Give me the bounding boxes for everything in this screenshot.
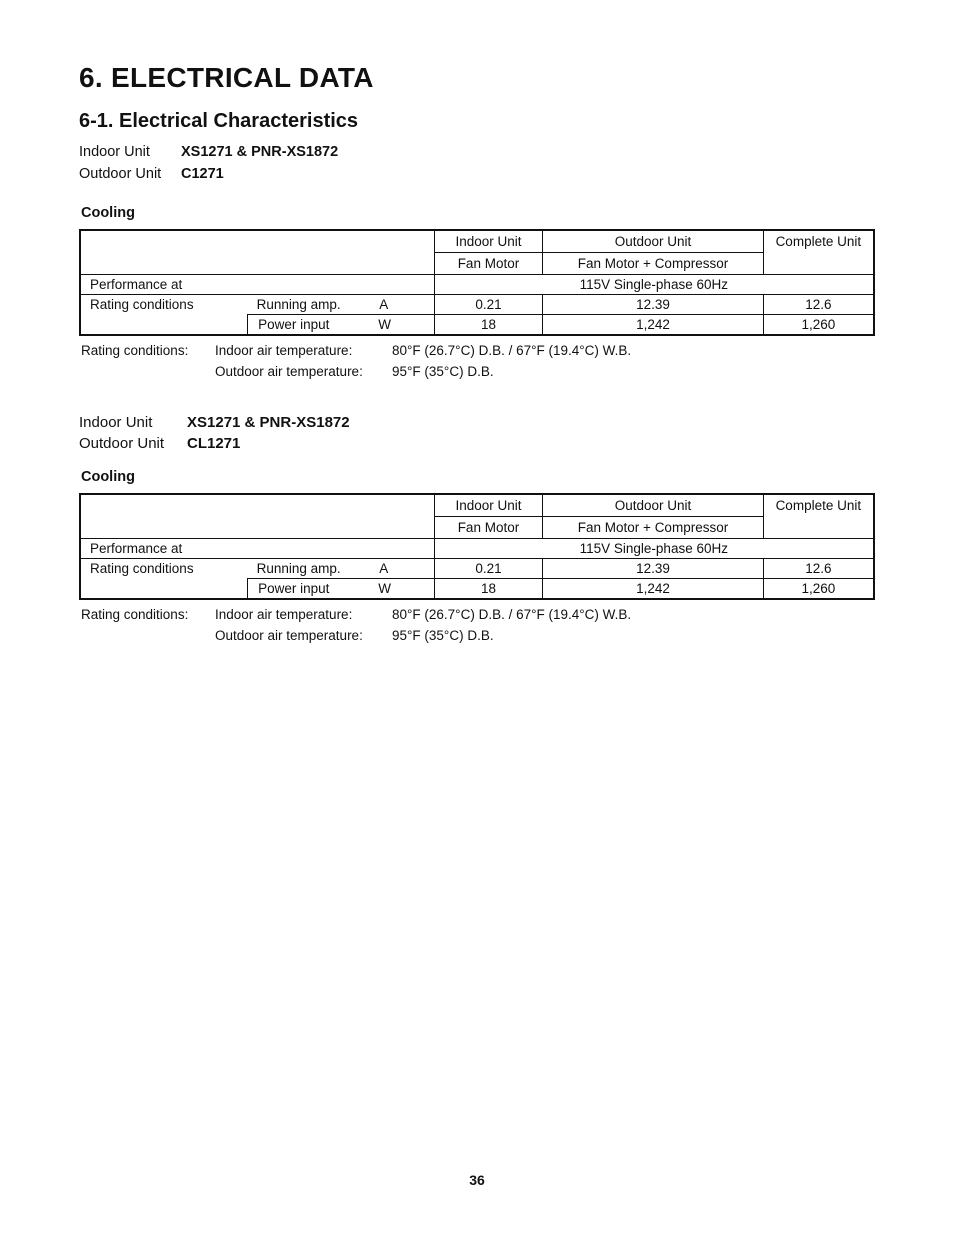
rating-spacer: [80, 579, 248, 600]
indoor-unit-label: Indoor Unit: [79, 414, 153, 431]
notes-label: Rating conditions:: [81, 607, 189, 622]
indoor-unit-model: XS1271 & PNR-XS1872: [187, 414, 350, 431]
section-subtitle: 6-1. Electrical Characteristics: [79, 110, 359, 132]
sub-indoor: Fan Motor: [434, 253, 543, 275]
col-outdoor-unit: Outdoor Unit: [543, 230, 763, 253]
table-row: [80, 315, 874, 336]
row-complete: 1,260: [763, 315, 874, 336]
performance-label: Performance at: [80, 275, 434, 295]
notes-indoor-label: Indoor air temperature:: [215, 607, 353, 622]
notes-indoor-value: 80°F (26.7°C) D.B. / 67°F (19.4°C) W.B.: [392, 343, 632, 358]
outdoor-unit-model: C1271: [181, 166, 224, 182]
sub-outdoor: Fan Motor + Compressor: [543, 253, 763, 275]
row-complete: 1,260: [763, 579, 874, 600]
mode-label: Cooling: [81, 469, 135, 485]
col-complete-unit: Complete Unit: [763, 230, 874, 275]
row-indoor: 18: [434, 579, 543, 600]
table-row: [80, 579, 874, 600]
table-row: [80, 559, 874, 579]
sub-indoor: Fan Motor: [434, 517, 543, 539]
outdoor-unit-line: [79, 166, 224, 182]
table-corner: [80, 230, 434, 275]
notes-outdoor-value: 95°F (35°C) D.B.: [392, 363, 494, 379]
page-title: 6. ELECTRICAL DATA: [79, 62, 374, 93]
electrical-table: [79, 229, 875, 336]
outdoor-unit-label: Outdoor Unit: [79, 166, 162, 182]
row-indoor: 18: [434, 315, 543, 336]
performance-label: Performance at: [80, 539, 434, 559]
row-complete: 12.6: [763, 559, 874, 579]
row-name: Power input: [248, 315, 372, 336]
rating-label: Rating conditions: [80, 559, 248, 579]
notes-label: Rating conditions:: [81, 343, 189, 358]
col-indoor-unit: Indoor Unit: [434, 494, 543, 517]
row-indoor: 0.21: [434, 295, 543, 315]
sub-outdoor: Fan Motor + Compressor: [543, 517, 763, 539]
col-outdoor-unit: Outdoor Unit: [543, 494, 763, 517]
row-outdoor: 1,242: [543, 315, 763, 336]
rating-label: Rating conditions: [80, 295, 248, 315]
indoor-unit-label: Indoor Unit: [79, 144, 150, 160]
col-indoor-unit: Indoor Unit: [434, 230, 543, 253]
notes-outdoor-value: 95°F (35°C) D.B.: [392, 627, 494, 643]
notes-outdoor-label: Outdoor air temperature:: [215, 627, 363, 643]
row-indoor: 0.21: [434, 559, 543, 579]
indoor-unit-model: XS1271 & PNR-XS1872: [181, 144, 339, 160]
page-number: 36: [469, 1172, 485, 1188]
row-outdoor: 12.39: [543, 295, 763, 315]
row-outdoor: 12.39: [543, 559, 763, 579]
row-complete: 12.6: [763, 295, 874, 315]
notes-outdoor-label: Outdoor air temperature:: [215, 363, 363, 379]
notes-indoor-label: Indoor air temperature:: [215, 343, 353, 358]
table-row: [80, 295, 874, 315]
notes-indoor-value: 80°F (26.7°C) D.B. / 67°F (19.4°C) W.B.: [392, 607, 632, 622]
row-name: Running amp.: [248, 295, 372, 315]
indoor-unit-line: [79, 414, 350, 431]
electrical-table: [79, 493, 875, 600]
col-complete-unit: Complete Unit: [763, 494, 874, 539]
row-unit: W: [371, 315, 434, 336]
power-supply: 115V Single-phase 60Hz: [434, 275, 874, 295]
mode-label: Cooling: [81, 205, 135, 221]
rating-spacer: [80, 315, 248, 336]
power-supply: 115V Single-phase 60Hz: [434, 539, 874, 559]
row-unit: A: [371, 559, 434, 579]
row-unit: W: [371, 579, 434, 600]
row-unit: A: [371, 295, 434, 315]
row-outdoor: 1,242: [543, 579, 763, 600]
outdoor-unit-label: Outdoor Unit: [79, 435, 165, 452]
row-name: Running amp.: [248, 559, 372, 579]
row-name: Power input: [248, 579, 372, 600]
table-corner: [80, 494, 434, 539]
outdoor-unit-model: CL1271: [187, 435, 241, 452]
indoor-unit-line: [79, 144, 339, 160]
outdoor-unit-line: [79, 435, 241, 452]
